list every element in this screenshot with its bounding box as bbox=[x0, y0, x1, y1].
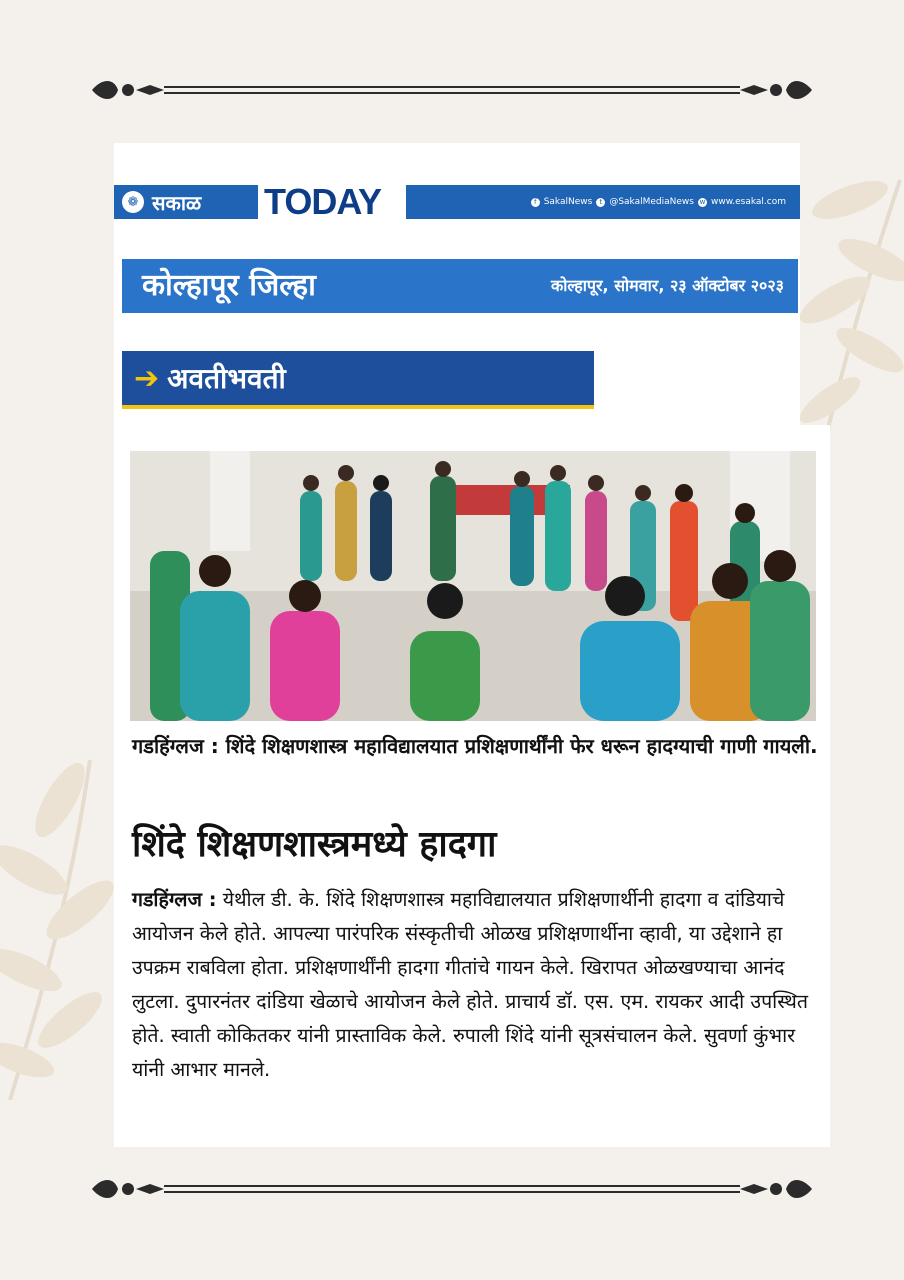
ornamental-divider-top bbox=[88, 75, 816, 105]
article-text: येथील डी. के. शिंदे शिक्षणशास्त्र महाविद्यालयात प्रशिक्षणार्थीनी हादगा व दांडियाचे आयोजन केले होते. आपल्या पारंपरिक संस्कृतीची ओळख प्रशिक्षणार्थीना व्हावी, या उद्देशाने हा उपक्रम राबविला होता. प्रशिक्षणार्थींनी हादगा गीतांचे गायन केले. खिरापत ओळखण्याचा आनंद लुटला. दुपारनंतर दांडिया खेळाचे आयोजन केले होते. प्राचार्य डॉ. एस. एम. रायकर आदी उपस्थित होते. स्वाती कोकितकर यांनी प्रास्ताविक केले. रुपाली शिंदे यांनी सूत्रसंचालन केले. सुवर्णा कुंभार यांनी आभार मानले. bbox=[132, 888, 809, 1081]
masthead-bar bbox=[114, 181, 800, 222]
photo-caption: गडहिंग्लज : शिंदे शिक्षणशास्त्र महाविद्यालयात प्रशिक्षणार्थींनी फेर धरून हादग्याची गाणी गायली. bbox=[132, 734, 818, 758]
social-links bbox=[406, 185, 800, 219]
social-web: www.esakal.com bbox=[710, 197, 786, 207]
article-body bbox=[132, 883, 824, 1087]
section-banner bbox=[122, 351, 594, 409]
social-facebook: SakalNews bbox=[543, 197, 593, 207]
logo-text: सकाळ bbox=[152, 190, 202, 215]
district-banner bbox=[122, 259, 798, 313]
arrow-right-icon: ➔ bbox=[134, 360, 160, 396]
web-icon: w bbox=[699, 197, 706, 206]
article-dateline: गडहिंग्लज : bbox=[132, 888, 217, 911]
edition-title: TODAY bbox=[264, 181, 382, 222]
edition-dateline: कोल्हापूर, सोमवार, २३ ऑक्टोबर २०२३ bbox=[550, 276, 784, 295]
section-title: अवतीभवती bbox=[167, 362, 286, 395]
article-headline: शिंदे शिक्षणशास्त्रमध्ये हादगा bbox=[132, 824, 497, 865]
article-clipping bbox=[114, 425, 830, 1147]
article-photo bbox=[130, 451, 816, 721]
leaf-branch-decoration-left bbox=[0, 740, 120, 1100]
ornamental-divider-bottom bbox=[88, 1174, 816, 1204]
sakal-logo bbox=[114, 185, 258, 219]
sakal-emblem-icon: ❁ bbox=[122, 191, 144, 213]
facebook-icon: f bbox=[531, 198, 540, 207]
twitter-icon: t bbox=[596, 198, 605, 207]
social-twitter: @SakalMediaNews bbox=[609, 197, 694, 207]
district-title: कोल्हापूर जिल्हा bbox=[142, 268, 316, 303]
masthead-clipping bbox=[114, 143, 800, 428]
photo-illustration bbox=[130, 451, 816, 721]
